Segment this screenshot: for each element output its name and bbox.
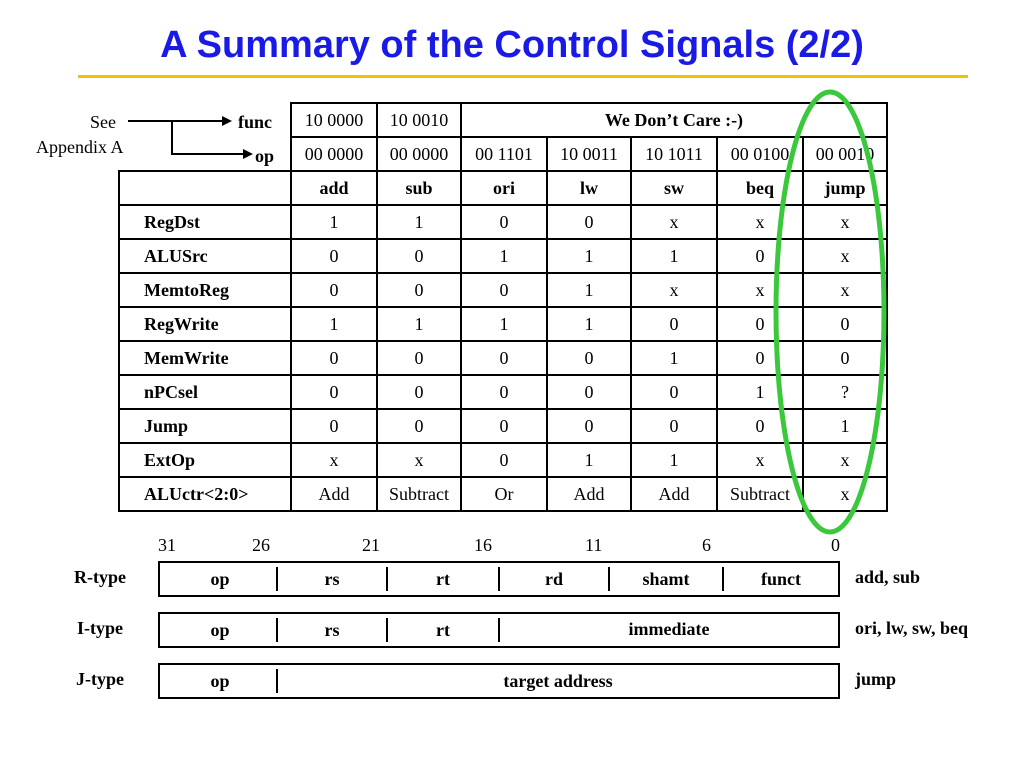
op-cell-add: 00 0000 [290, 136, 378, 172]
signal-value: x [802, 476, 888, 512]
r-type-fields [164, 567, 834, 591]
table-corner [118, 170, 292, 206]
instr-header-jump: jump [802, 170, 888, 206]
r-type-field-rd: rd [500, 567, 610, 591]
signal-name-jump: Jump [118, 408, 292, 444]
j-type-field-target-address: target address [503, 670, 613, 691]
signal-value: 0 [802, 340, 888, 376]
signal-value: 1 [630, 442, 718, 478]
signal-name-regdst: RegDst [118, 204, 292, 240]
signal-value: 1 [546, 306, 632, 342]
op-label: op [255, 146, 275, 166]
instr-header-add: add [290, 170, 378, 206]
i-type-fields [164, 618, 834, 642]
signal-value: 0 [802, 306, 888, 342]
instr-header-sw: sw [630, 170, 718, 206]
instr-header-lw: lw [546, 170, 632, 206]
signal-value: x [716, 272, 804, 308]
see-label: See [90, 112, 116, 132]
r-type-format-box [158, 561, 840, 597]
signal-value: 0 [290, 340, 378, 376]
signal-value: 0 [546, 204, 632, 240]
signal-value: 0 [716, 306, 804, 342]
signal-value: Or [460, 476, 548, 512]
signal-value: 0 [460, 442, 548, 478]
signal-value: 1 [290, 204, 378, 240]
bit-number: 6 [702, 535, 711, 555]
func-cell-sub: 10 0010 [376, 102, 462, 138]
signal-name-npcsel: nPCsel [118, 374, 292, 410]
instr-header-sub: sub [376, 170, 462, 206]
signal-value: 0 [546, 408, 632, 444]
bit-number: 16 [474, 535, 492, 555]
signal-name-memwrite: MemWrite [118, 340, 292, 376]
r-type-field-funct: funct [761, 568, 801, 589]
bit-number: 21 [362, 535, 380, 555]
signal-name-regwrite: RegWrite [118, 306, 292, 342]
instr-header-beq: beq [716, 170, 804, 206]
bit-number: 26 [252, 535, 270, 555]
signal-value: 1 [716, 374, 804, 410]
signal-value: 0 [460, 204, 548, 240]
title-underline [78, 75, 968, 78]
signal-value: x [290, 442, 378, 478]
signal-name-extop: ExtOp [118, 442, 292, 478]
r-type-field-op: op [164, 567, 278, 591]
j-type-format-box [158, 663, 840, 699]
signal-value: 0 [460, 272, 548, 308]
signal-value: Subtract [716, 476, 804, 512]
signal-name-memtoreg: MemtoReg [118, 272, 292, 308]
signal-value: 0 [716, 340, 804, 376]
signal-value: 1 [460, 238, 548, 274]
op-cell-sub: 00 0000 [376, 136, 462, 172]
j-type-label: J-type [76, 669, 124, 689]
j-type-field-op: op [164, 669, 278, 693]
signal-value: Add [290, 476, 378, 512]
op-cell-jump: 00 0010 [802, 136, 888, 172]
signal-value: 1 [802, 408, 888, 444]
signal-name-aluctr-2-0-: ALUctr<2:0> [118, 476, 292, 512]
i-type-field-rs: rs [278, 618, 388, 642]
signal-value: 1 [376, 204, 462, 240]
bit-number: 31 [158, 535, 176, 555]
signal-value: 0 [376, 374, 462, 410]
r-type-instructions: add, sub [855, 567, 921, 587]
signal-value: x [716, 204, 804, 240]
signal-value: x [716, 442, 804, 478]
signal-value: x [802, 204, 888, 240]
appendix-label: Appendix A [36, 137, 124, 157]
op-cell-beq: 00 0100 [716, 136, 804, 172]
signal-value: 1 [630, 238, 718, 274]
j-type-fields [164, 669, 834, 693]
i-type-label: I-type [77, 618, 123, 638]
op-cell-ori: 00 1101 [460, 136, 548, 172]
signal-value: 1 [546, 272, 632, 308]
signal-value: 0 [460, 374, 548, 410]
i-type-field-op: op [164, 618, 278, 642]
i-type-field-immediate: immediate [628, 619, 710, 639]
signal-value: 0 [290, 238, 378, 274]
signal-value: 0 [376, 272, 462, 308]
signal-value: 0 [290, 374, 378, 410]
signal-value: 1 [546, 442, 632, 478]
signal-value: 1 [460, 306, 548, 342]
signal-value: 0 [376, 408, 462, 444]
jump-column-highlight [770, 86, 890, 538]
j-type-instructions: jump [855, 669, 897, 689]
r-type-field-rt: rt [388, 567, 500, 591]
signal-value: 0 [630, 408, 718, 444]
signal-value: 0 [376, 340, 462, 376]
r-type-label: R-type [74, 567, 126, 587]
signal-value: x [802, 442, 888, 478]
signal-value: 0 [376, 238, 462, 274]
r-type-field-shamt: shamt [610, 567, 724, 591]
signal-value: ? [802, 374, 888, 410]
signal-value: 1 [630, 340, 718, 376]
signal-value: 0 [630, 374, 718, 410]
i-type-instructions: ori, lw, sw, beq [855, 618, 969, 638]
signal-value: x [630, 272, 718, 308]
signal-value: 0 [716, 238, 804, 274]
func-dont-care: We Don’t Care :-) [460, 102, 888, 138]
i-type-field-rt: rt [388, 618, 500, 642]
signal-value: 0 [716, 408, 804, 444]
func-label: func [238, 112, 273, 132]
signal-value: Add [546, 476, 632, 512]
signal-value: 1 [376, 306, 462, 342]
op-cell-lw: 10 0011 [546, 136, 632, 172]
op-cell-sw: 10 1011 [630, 136, 718, 172]
signal-value: x [802, 272, 888, 308]
signal-value: Add [630, 476, 718, 512]
page-title: A Summary of the Control Signals (2/2) [160, 24, 864, 66]
signal-value: x [376, 442, 462, 478]
signal-value: 1 [290, 306, 378, 342]
bit-number: 0 [831, 535, 840, 555]
signal-value: 0 [460, 340, 548, 376]
signal-value: x [802, 238, 888, 274]
signal-value: 0 [630, 306, 718, 342]
signal-value: 0 [290, 408, 378, 444]
signal-value: x [630, 204, 718, 240]
signal-value: 0 [546, 340, 632, 376]
func-cell-add: 10 0000 [290, 102, 378, 138]
signal-name-alusrc: ALUSrc [118, 238, 292, 274]
r-type-field-rs: rs [278, 567, 388, 591]
signal-value: 0 [460, 408, 548, 444]
i-type-format-box [158, 612, 840, 648]
signal-value: Subtract [376, 476, 462, 512]
signal-value: 0 [290, 272, 378, 308]
instr-header-ori: ori [460, 170, 548, 206]
signal-value: 1 [546, 238, 632, 274]
signal-value: 0 [546, 374, 632, 410]
bit-number: 11 [585, 535, 603, 555]
